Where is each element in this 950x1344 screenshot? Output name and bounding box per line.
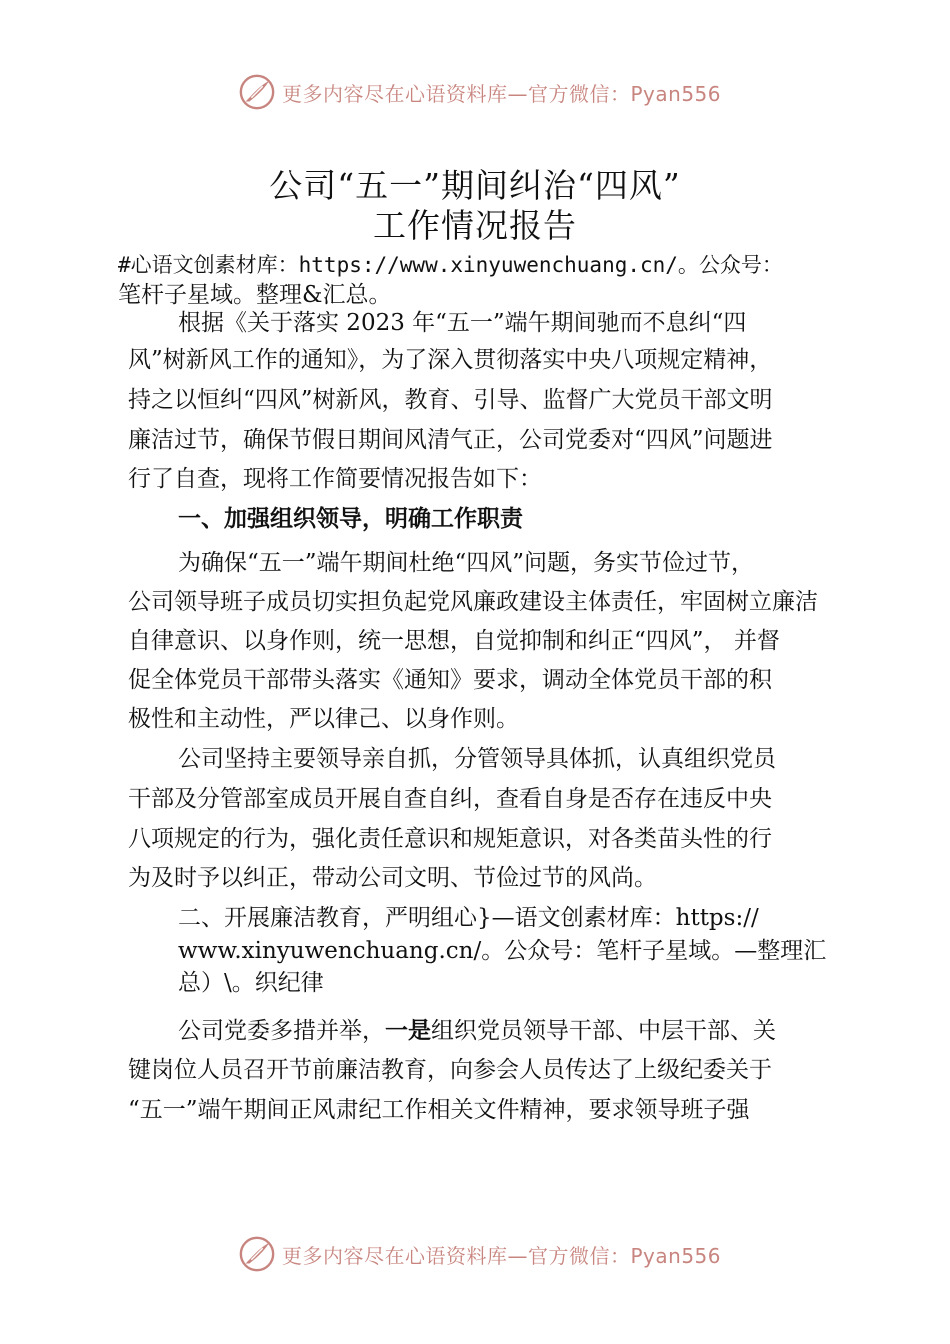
paragraph-line: 风”树新风工作的通知》，为了深入贯彻落实中央八项规定精神， [128,347,773,373]
section-heading-line: www.xinyuwenchuang.cn/。公众号：笔杆子星域。—整理汇 [178,938,827,964]
paragraph-line: 八项规定的行为，强化责任意识和规矩意识，对各类苗头性的行 [128,826,772,852]
section-heading-line: 总）\。织纪律 [178,970,324,996]
header-watermark-banner [0,70,950,114]
paragraph-text: 组织党员领导干部、中层干部、关 [431,1018,776,1044]
document-title-line2: 工作情况报告 [373,206,577,245]
document-title-line1: 公司“五一”期间纠治“四风” [269,166,681,205]
paragraph-line: 根据《关于落实 2023 年“五一”端午期间驰而不息纠“四 [178,310,747,336]
source-note-line: 笔杆子星域。整理&汇总。 [118,282,392,308]
paragraph-line: “五一”端午期间正风肃纪工作相关文件精神，要求领导班子强 [128,1097,750,1123]
paragraph-line: 为及时予以纠正，带动公司文明、节俭过节的风尚。 [128,865,657,891]
source-note-line: #心语文创素材库：https://www.xinyuwenchuang.cn/。公众号： [118,253,783,277]
watermark-text: 更多内容尽在心语资料库—官方微信：Pyan556 [282,1243,722,1268]
section-heading: 一、加强组织领导，明确工作职责 [178,506,523,532]
paragraph-line [178,1016,776,1046]
paragraph-line: 自律意识、以身作则，统一思想，自觉抑制和纠正“四风”， 并督 [128,628,780,654]
watermark-text: 更多内容尽在心语资料库—官方微信：Pyan556 [282,81,722,106]
paragraph-line: 公司坚持主要领导亲自抓，分管领导具体抓，认真组织党员 [178,746,776,772]
emphasis-text: 一是 [385,1018,431,1044]
paragraph-line: 促全体党员干部带头落实《通知》要求，调动全体党员干部的积 [128,667,772,693]
paragraph-line: 持之以恒纠“四风”树新风，教育、引导、监督广大党员干部文明 [128,387,773,413]
quill-logo-icon [238,1235,276,1273]
paragraph-line: 键岗位人员召开节前廉洁教育，向参会人员传达了上级纪委关于 [128,1057,772,1083]
paragraph-line: 行了自查，现将工作简要情况报告如下： [128,466,542,492]
paragraph-line: 极性和主动性，严以律己、以身作则。 [128,706,519,732]
paragraph-line: 为确保“五一”端午期间杜绝“四风”问题，务实节俭过节， [178,550,755,576]
footer-watermark-banner [0,1232,950,1276]
section-heading-line: 二、开展廉洁教育，严明组心}—语文创素材库：https:// [178,905,759,931]
paragraph-text: 公司党委多措并举， [178,1018,385,1044]
quill-logo-icon [238,73,276,111]
paragraph-line: 廉洁过节，确保节假日期间风清气正，公司党委对“四风”问题进 [128,427,773,453]
paragraph-line: 干部及分管部室成员开展自查自纠，查看自身是否存在违反中央 [128,786,772,812]
paragraph-line: 公司领导班子成员切实担负起党风廉政建设主体责任，牢固树立廉洁 [128,589,818,615]
